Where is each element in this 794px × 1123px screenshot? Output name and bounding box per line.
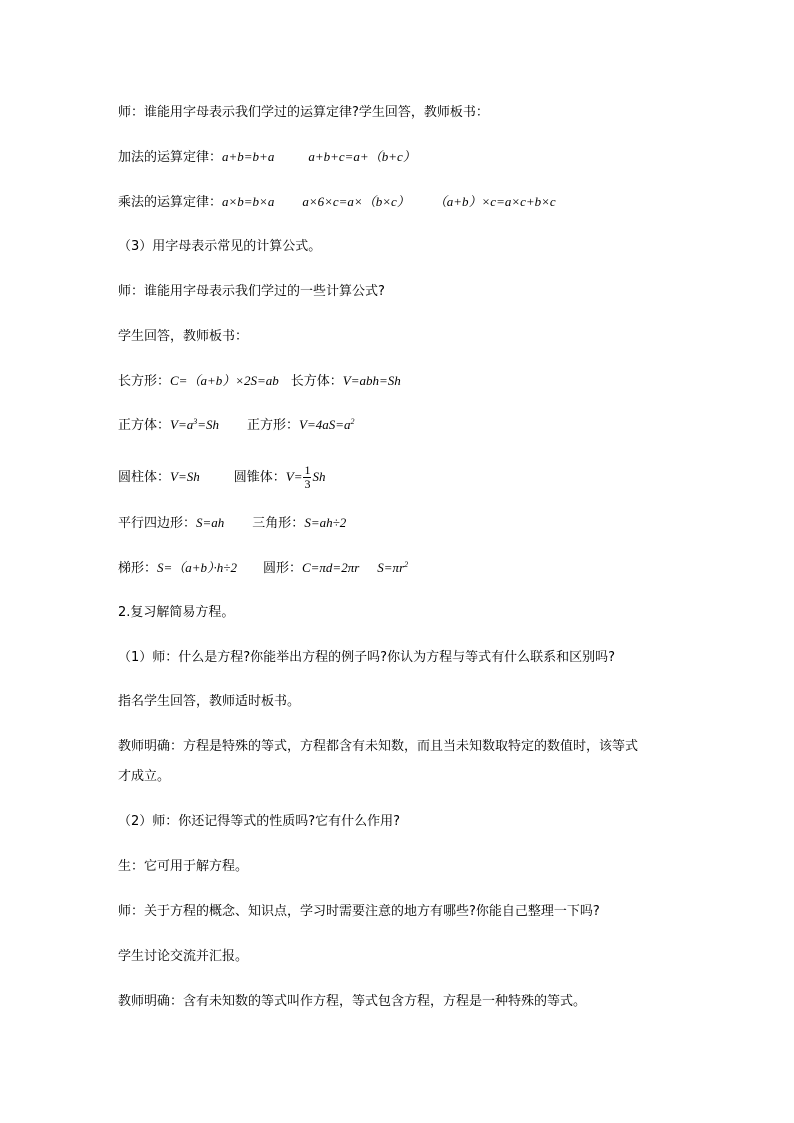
paragraph-teacher-clarify-2 <box>118 994 586 1010</box>
formula: $V=a^3=Sh$ <box>170 417 220 432</box>
formula-line-rectangle-cuboid <box>118 373 401 390</box>
text: 教师明确：方程是特殊的等式，方程都含有未知数，而且当未知数取特定的数值时，该等式 <box>118 739 639 754</box>
formula: a+b=b+a <box>222 149 275 164</box>
paragraph-student-answer-2 <box>118 694 300 710</box>
label: 乘法的运算定律： <box>118 195 223 210</box>
formula-line-cube-square <box>118 417 355 434</box>
label: 正方体： <box>118 418 171 433</box>
text: 师：谁能用字母表示我们学过的一些计算公式? <box>118 284 385 299</box>
label: 平行四边形： <box>118 516 197 531</box>
formula: a×6×c=a×（b×c） <box>302 194 410 209</box>
paragraph-student-discussion <box>118 949 248 965</box>
formula: C=πd=2πr <box>301 560 360 575</box>
formula: S=ah÷2 <box>304 515 347 530</box>
formula: V=Sh <box>170 469 200 484</box>
formula-line-trapezoid-circle <box>118 560 408 577</box>
text: 学生回答，教师板书： <box>118 329 249 344</box>
label: 长方形： <box>118 374 171 389</box>
paragraph-question-properties <box>118 814 400 830</box>
text: 才成立。 <box>118 769 171 784</box>
formula-line-cylinder-cone <box>118 464 325 491</box>
section-heading-formulas <box>118 239 321 255</box>
paragraph-student-answer <box>118 329 248 345</box>
text: 生：它可用于解方程。 <box>118 859 249 874</box>
section-heading-equations <box>118 605 234 621</box>
formula: $S=\pi r^2$ <box>377 560 409 575</box>
fraction-one-third: $\frac{1}{3}$ <box>304 463 311 491</box>
paragraph-question-concepts <box>118 904 600 920</box>
formula-line-addition-laws <box>118 149 416 166</box>
text: 学生讨论交流并汇报。 <box>118 949 249 964</box>
formula-line-multiplication-laws <box>118 194 556 211</box>
text: （1）师：什么是方程?你能举出方程的例子吗?你认为方程与等式有什么联系和区别吗? <box>118 650 615 665</box>
text: 指名学生回答，教师适时板书。 <box>118 694 301 709</box>
text: 2.复习解简易方程。 <box>118 605 235 620</box>
text: （3）用字母表示常见的计算公式。 <box>118 239 322 254</box>
label: 圆形： <box>262 561 302 576</box>
paragraph-question-equation <box>118 650 615 666</box>
formula: V= <box>285 469 303 484</box>
formula-line-parallelogram-triangle <box>118 515 346 532</box>
text: 师：谁能用字母表示我们学过的运算定律?学生回答，教师板书： <box>118 105 489 120</box>
label: 加法的运算定律： <box>118 150 223 165</box>
label: 圆锥体： <box>233 470 286 485</box>
formula: C=（a+b）×2S=ab <box>170 373 279 388</box>
formula: a+b+c=a+（b+c） <box>308 149 416 164</box>
formula: a×b=b×a <box>222 194 275 209</box>
text: 教师明确：含有未知数的等式叫作方程，等式包含方程，方程是一种特殊的等式。 <box>118 994 587 1009</box>
label: 圆柱体： <box>118 470 171 485</box>
text: （2）师：你还记得等式的性质吗?它有什么作用? <box>118 814 401 829</box>
formula: （a+b）×c=a×c+b×c <box>433 194 556 209</box>
paragraph-teacher-clarify-1-cont <box>118 769 170 785</box>
paragraph-student-reply <box>118 859 248 875</box>
formula: Sh <box>312 469 326 484</box>
paragraph-question-laws <box>118 105 489 121</box>
paragraph-teacher-clarify-1 <box>118 739 638 755</box>
label: 梯形： <box>118 561 158 576</box>
formula: S=ah <box>196 515 225 530</box>
label: 正方形： <box>247 418 300 433</box>
label: 三角形： <box>252 516 305 531</box>
formula: $V=4aS=a^2$ <box>299 417 355 432</box>
formula: S=（a+b）·h÷2 <box>157 560 237 575</box>
formula: V=abh=Sh <box>342 373 401 388</box>
text: 师：关于方程的概念、知识点，学习时需要注意的地方有哪些?你能自己整理一下吗? <box>118 904 600 919</box>
paragraph-question-formulas <box>118 284 385 300</box>
label: 长方体： <box>290 374 343 389</box>
